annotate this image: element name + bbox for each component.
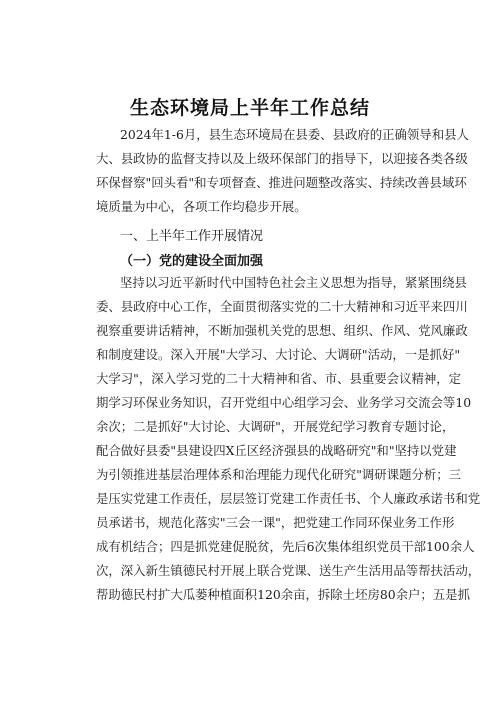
body-line: 为引领推进基层治理体系和治理能力现代化研究"调研课题分析；三 <box>96 467 462 482</box>
body-line: 余次；二是抓好"大讨论、大调研"，开展党纪学习教育专题讨论， <box>96 419 455 434</box>
subsection-heading: （一）党的建设全面加强 <box>120 254 264 269</box>
body-line: 是压实党建工作责任，层层签订党建工作责任书、个人廉政承诺书和党 <box>96 491 481 506</box>
body-line: 委、县政府中心工作，全面贯彻落实党的二十大精神和习近平来四川 <box>96 299 468 314</box>
intro-line: 大、县政协的监督支持以及上级环保部门的指导下，以迎接各类各级 <box>96 151 468 166</box>
body-line: 坚持以习近平新时代中国特色社会主义思想为指导，紧紧围绕县 <box>120 275 467 290</box>
body-line: 帮助德民村扩大瓜蒌种植面积120余亩，拆除土坯房80余户；五是抓 <box>96 587 470 602</box>
body-line: 期学习环保业务知识，召开党组中心组学习会、业务学习交流会等10 <box>96 395 472 410</box>
body-line: 大学习"，深入学习党的二十大精神和省、市、县重要会议精神，定 <box>96 371 462 386</box>
intro-line: 环保督察"回头看"和专项督查、推进问题整改落实、持续改善县域环 <box>96 175 467 190</box>
section-heading: 一、上半年工作开展情况 <box>120 229 264 244</box>
body-line: 配合做好县委"县建设四X丘区经济强县的战略研究"和"坚持以党建 <box>96 443 457 458</box>
body-line: 和制度建设。深入开展"大学习、大讨论、大调研"活动，一是抓好" <box>96 347 461 362</box>
body-line: 次，深入新生镇德民村开展上联合党课、送生产生活用品等帮扶活动， <box>96 563 481 578</box>
intro-line: 2024年1-6月，县生态环境局在县委、县政府的正确领导和县人 <box>120 127 469 142</box>
body-line: 成有机结合；四是抓党建促脱贫，先后6次集体组织党员干部100余人 <box>96 539 475 554</box>
body-line: 员承诺书，规范化落实"三会一课"，把党建工作同环保业务工作形 <box>96 515 455 530</box>
document-title: 生态环境局上半年工作总结 <box>129 97 370 119</box>
body-line: 视察重要讲话精神，不断加强机关党的思想、组织、作风、党风廉政 <box>96 323 468 338</box>
intro-line: 境质量为中心，各项工作均稳步开展。 <box>96 199 307 214</box>
